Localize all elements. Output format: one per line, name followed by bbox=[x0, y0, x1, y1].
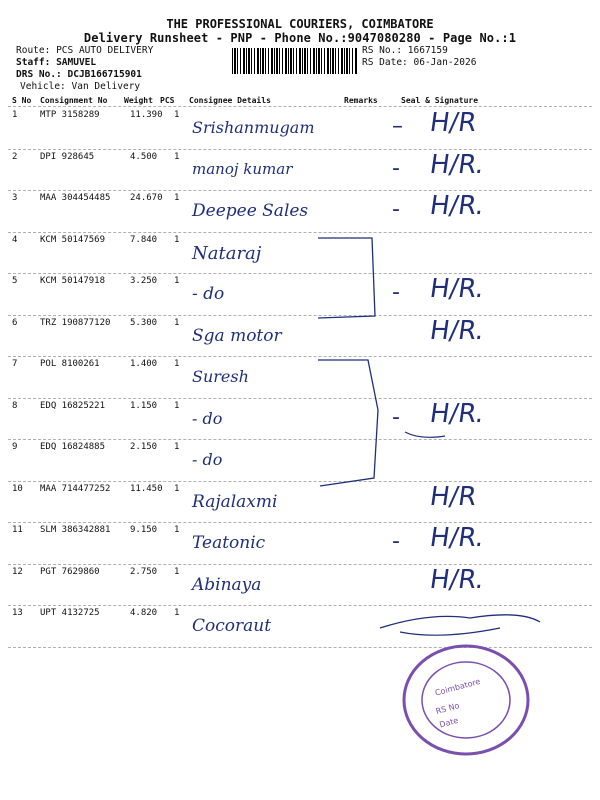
row-remarks: - bbox=[392, 197, 400, 222]
row-consignee-handwritten: Abinaya bbox=[192, 574, 262, 595]
row-consignment: MTP 3158289 bbox=[40, 110, 100, 120]
col-weight: Weight bbox=[124, 96, 153, 105]
row-consignee-handwritten: Srishanmugam bbox=[192, 118, 315, 137]
signature-scribble bbox=[380, 615, 540, 628]
row-remarks: - bbox=[392, 529, 400, 554]
col-consignee: Consignee Details bbox=[189, 96, 271, 105]
drs-label: DRS No.: bbox=[16, 69, 62, 80]
row-seal-signature: H/R bbox=[427, 108, 479, 138]
row-remarks: – bbox=[392, 114, 403, 139]
route-label: Route: bbox=[16, 45, 51, 56]
bracket-rows-7-9 bbox=[318, 360, 378, 486]
row-consignee-handwritten: Deepee Sales bbox=[192, 201, 309, 221]
row-weight: 11.390 bbox=[130, 110, 163, 120]
row-weight: 24.670 bbox=[130, 193, 163, 203]
underline-stroke bbox=[405, 432, 445, 437]
row-consignee-handwritten: - do bbox=[192, 284, 225, 304]
rs-date-label: RS Date: bbox=[362, 57, 408, 68]
row-sno: 6 bbox=[12, 317, 18, 328]
row-consignee-handwritten: Sga motor bbox=[192, 325, 282, 346]
row-pcs: 1 bbox=[174, 525, 180, 535]
row-consignment: KCM 50147569 bbox=[40, 234, 106, 245]
row-seal-signature: H/R. bbox=[427, 149, 486, 180]
row-sno: 12 bbox=[12, 566, 23, 577]
row-consignment: SLM 386342881 bbox=[40, 525, 111, 535]
row-remarks: - bbox=[392, 280, 400, 305]
row-weight: 11.450 bbox=[130, 483, 163, 494]
row-sno: 11 bbox=[12, 525, 23, 535]
rs-date-value: 06-Jan-2026 bbox=[413, 57, 477, 68]
row-consignment: MAA 304454485 bbox=[40, 193, 111, 203]
row-seal-signature: H/R. bbox=[427, 274, 486, 304]
row-sno: 2 bbox=[12, 151, 18, 162]
runsheet-subtitle: Delivery Runsheet - PNP - Phone No.:9047080280 - Page No.:1 bbox=[83, 31, 517, 45]
row-consignment: MAA 714477252 bbox=[40, 483, 111, 494]
row-pcs: 1 bbox=[174, 359, 180, 369]
row-consignee-handwritten: Nataraj bbox=[192, 242, 262, 264]
row-consignment: DPI 928645 bbox=[40, 151, 95, 162]
row-sno: 3 bbox=[12, 193, 18, 203]
row-sno: 8 bbox=[12, 400, 18, 411]
row-remarks: - bbox=[392, 155, 400, 181]
row-pcs: 1 bbox=[174, 608, 180, 618]
row-seal-signature: H/R. bbox=[427, 191, 486, 221]
col-consignment: Consignment No bbox=[40, 96, 108, 105]
row-weight: 9.150 bbox=[130, 525, 158, 535]
row-pcs: 1 bbox=[174, 317, 180, 328]
row-pcs: 1 bbox=[174, 442, 180, 452]
row-pcs: 1 bbox=[174, 234, 180, 245]
vehicle-label: Vehicle: bbox=[20, 81, 66, 92]
bracket-rows-4-5 bbox=[318, 238, 375, 318]
row-seal-signature: H/R. bbox=[427, 564, 486, 595]
row-weight: 4.820 bbox=[130, 608, 158, 618]
row-sno: 10 bbox=[12, 483, 23, 494]
row-seal-signature: H/R. bbox=[427, 398, 486, 429]
row-consignment: EDQ 16824885 bbox=[40, 442, 106, 452]
row-pcs: 1 bbox=[174, 483, 180, 494]
row-remarks: - bbox=[392, 404, 400, 430]
row-sno: 5 bbox=[12, 276, 18, 286]
row-sno: 7 bbox=[12, 359, 18, 369]
row-consignment: UPT 4132725 bbox=[40, 608, 100, 618]
row-sno: 1 bbox=[12, 110, 18, 120]
col-pcs: PCS bbox=[160, 96, 175, 105]
row-seal-signature: H/R. bbox=[427, 523, 486, 553]
seal-stamp bbox=[398, 640, 538, 760]
rs-no-label: RS No.: bbox=[362, 45, 403, 56]
drs-value: DCJB166715901 bbox=[67, 69, 142, 80]
col-seal: Seal & Signature bbox=[401, 96, 479, 105]
row-consignee-handwritten: - do bbox=[192, 450, 223, 469]
col-remarks: Remarks bbox=[344, 96, 378, 105]
row-seal-signature: H/R bbox=[427, 481, 479, 512]
company-title: THE PROFESSIONAL COURIERS, COIMBATORE bbox=[166, 17, 434, 31]
col-sno: S No bbox=[12, 96, 32, 105]
staff-value: SAMUVEL bbox=[56, 57, 97, 68]
row-consignee-handwritten: Suresh bbox=[192, 367, 249, 386]
row-consignee-handwritten: - do bbox=[192, 408, 223, 428]
row-weight: 7.840 bbox=[130, 234, 158, 245]
row-pcs: 1 bbox=[174, 400, 180, 411]
row-weight: 2.750 bbox=[130, 566, 158, 577]
signature-scribble-2 bbox=[400, 628, 500, 635]
stamp-text-2: RS No bbox=[434, 701, 461, 717]
row-weight: 1.150 bbox=[130, 400, 158, 411]
staff-label: Staff: bbox=[16, 57, 51, 68]
row-consignment: TRZ 190877120 bbox=[40, 317, 111, 328]
stamp-text-1: Coimbatore bbox=[434, 676, 482, 698]
row-sno: 9 bbox=[12, 442, 18, 452]
route-value: PCS AUTO DELIVERY bbox=[56, 45, 154, 56]
row-consignment: PGT 7629860 bbox=[40, 566, 100, 577]
row-consignee-handwritten: Teatonic bbox=[192, 533, 266, 553]
row-consignment: KCM 50147918 bbox=[40, 276, 106, 286]
row-consignee-handwritten: Rajalaxmi bbox=[192, 491, 278, 512]
rs-no-value: 1667159 bbox=[407, 45, 448, 56]
row-consignee-handwritten: Cocoraut bbox=[192, 616, 272, 636]
row-pcs: 1 bbox=[174, 193, 180, 203]
row-weight: 5.300 bbox=[130, 317, 158, 328]
row-weight: 2.150 bbox=[130, 442, 158, 452]
row-pcs: 1 bbox=[174, 151, 180, 162]
row-pcs: 1 bbox=[174, 566, 180, 577]
row-weight: 3.250 bbox=[130, 276, 158, 286]
row-pcs: 1 bbox=[174, 110, 180, 120]
row-sno: 4 bbox=[12, 234, 18, 245]
row-pcs: 1 bbox=[174, 276, 180, 286]
row-sno: 13 bbox=[12, 608, 23, 618]
row-consignee-handwritten: manoj kumar bbox=[192, 159, 293, 178]
vehicle-value: Van Delivery bbox=[71, 81, 141, 92]
row-weight: 1.400 bbox=[130, 359, 158, 369]
row-weight: 4.500 bbox=[130, 151, 158, 162]
stamp-text-3: Date bbox=[438, 715, 460, 730]
row-seal-signature: H/R. bbox=[427, 315, 486, 346]
row-consignment: POL 8100261 bbox=[40, 359, 100, 369]
row-consignment: EDQ 16825221 bbox=[40, 400, 106, 411]
